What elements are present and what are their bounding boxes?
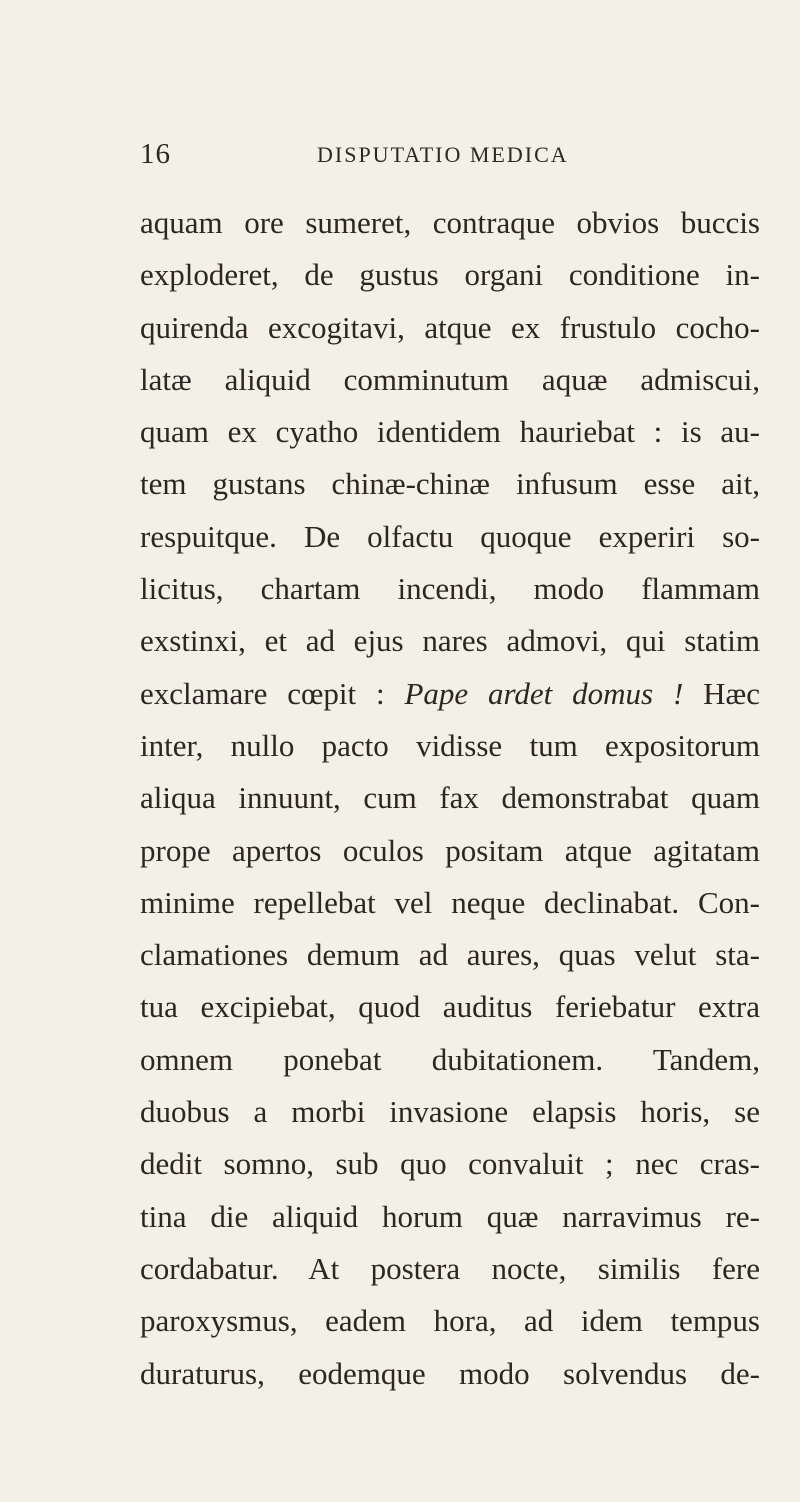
running-head: DISPUTATIO MEDICA [317, 142, 569, 167]
text-line: licitus, chartam incendi, modo flammam [140, 571, 760, 607]
italic-exclamation: Pape ardet domus ! [404, 675, 684, 711]
text-line: cordabatur. At postera nocte, similis fere [140, 1250, 760, 1286]
text-line: minime repellebat vel neque declinabat. Con- [140, 884, 760, 920]
text-line: dedit somno, sub quo convaluit ; nec cras- [140, 1146, 760, 1182]
page-number: 16 [140, 138, 171, 170]
text-line: quirenda excogitavi, atque ex frustulo cocho- [140, 309, 760, 345]
text-line: tina die aliquid horum quæ narravimus re- [140, 1198, 760, 1234]
text-line: exploderet, de gustus organi conditione in- [140, 257, 760, 293]
text-line-with-italic [140, 668, 760, 720]
text-line: quam ex cyatho identidem hauriebat : is au- [140, 414, 760, 450]
text-line: duraturus, eodemque modo solvendus de- [140, 1355, 760, 1391]
page-header [140, 138, 610, 178]
line-end: Hæc [703, 675, 760, 711]
text-line: aquam ore sumeret, contraque obvios buccis [140, 205, 760, 240]
text-line: inter, nullo pacto vidisse tum expositorum [140, 727, 760, 763]
text-line: latæ aliquid comminutum aquæ admiscui, [140, 361, 760, 397]
text-line: duobus a morbi invasione elapsis horis, se [140, 1094, 760, 1130]
text-line: paroxysmus, eadem hora, ad idem tempus [140, 1303, 760, 1339]
text-line: tua excipiebat, quod auditus feriebatur extra [140, 989, 760, 1025]
text-line: aliqua innuunt, cum fax demonstrabat quam [140, 780, 760, 816]
text-line: omnem ponebat dubitationem. Tandem, [140, 1041, 760, 1077]
text-line: respuitque. De olfactu quoque experiri so- [140, 518, 760, 554]
text-line: clamationes demum ad aures, quas velut sta- [140, 937, 760, 973]
body-text [140, 197, 760, 1400]
text-line: prope apertos oculos positam atque agitatam [140, 832, 760, 868]
text-line: exstinxi, et ad ejus nares admovi, qui statim [140, 623, 760, 659]
text-line: tem gustans chinæ-chinæ infusum esse ait, [140, 466, 760, 502]
line-start: exclamare cœpit : [140, 675, 385, 711]
